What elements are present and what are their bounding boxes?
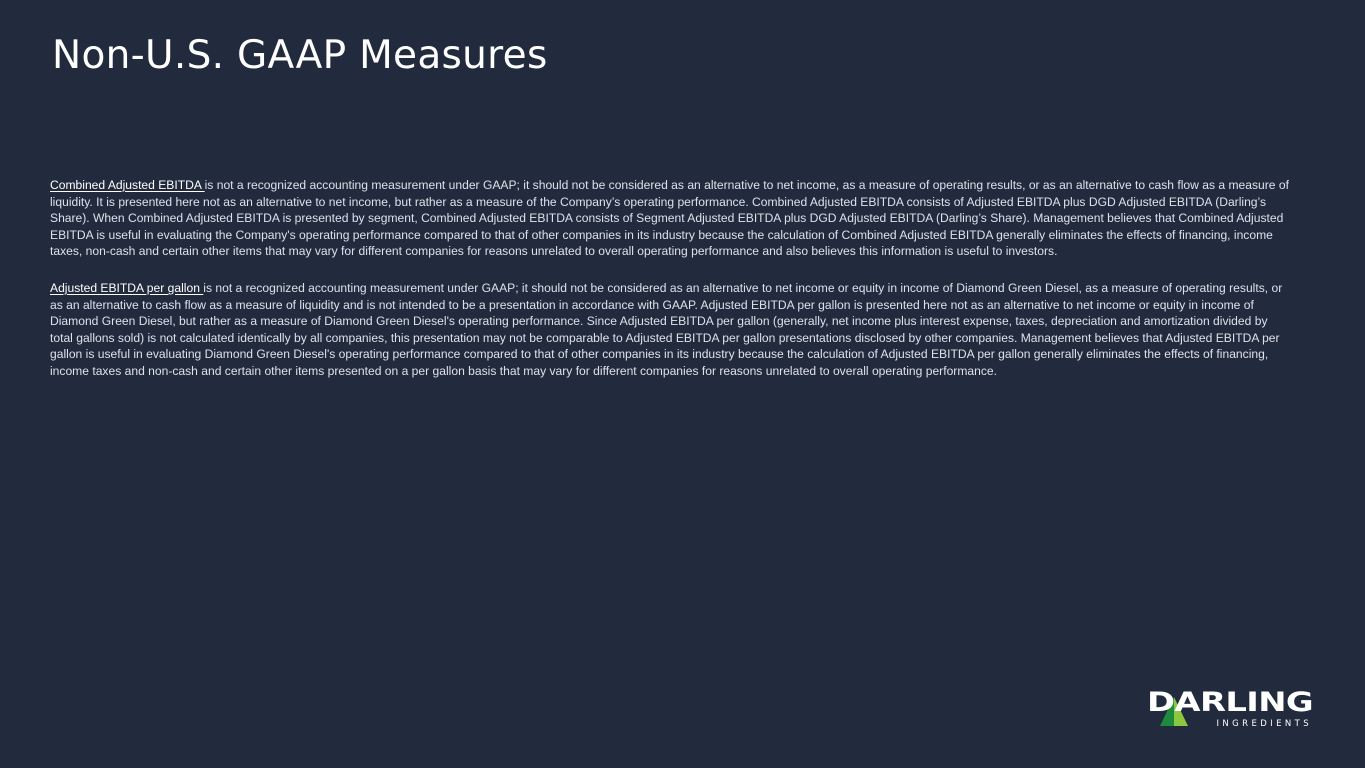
logo-wordmark: DARLING [1147, 687, 1313, 718]
definitions-section [50, 177, 1292, 380]
definition-combined-adjusted-ebitda [50, 177, 1292, 260]
logo-mark [1146, 684, 1318, 730]
logo-subtitle: INGREDIENTS [1216, 719, 1312, 729]
darling-ingredients-logo [1146, 684, 1318, 730]
slide-title: Non-U.S. GAAP Measures [52, 33, 548, 78]
term-combined-adjusted-ebitda: Combined Adjusted EBITDA [50, 178, 205, 192]
definition-adjusted-ebitda-per-gallon [50, 280, 1292, 380]
definition-text: is not a recognized accounting measurement under GAAP; it should not be considered as an alternative to net income, as a measure of operating results, or as an alternative to cash flow as a measure of liquidity. It is presented here not as an alternative to net income, but rather as a measure of the Company’s operating performance. Combined Adjusted EBITDA consists of Adjusted EBITDA plus DGD Adjusted EBITDA (Darling’s Share). When Combined Adjusted EBITDA is presented by segment, Combined Adjusted EBITDA consists of Segment Adjusted EBITDA plus DGD Adjusted EBITDA (Darling’s Share). Management believes that Combined Adjusted EBITDA is useful in evaluating the Company's operating performance compared to that of other companies in its industry because the calculation of Combined Adjusted EBITDA generally eliminates the effects of financing, income taxes, non-cash and certain other items that may vary for different companies for reasons unrelated to overall operating performance and also believes this information is useful to investors. [50, 178, 1289, 259]
definition-text: is not a recognized accounting measurement under GAAP; it should not be considered as an alternative to net income or equity in income of Diamond Green Diesel, as a measure of operating results, or as an alternative to cash flow as a measure of liquidity and is not intended to be a presentation in accordance with GAAP. Adjusted EBITDA per gallon is presented here not as an alternative to net income or equity in income of Diamond Green Diesel, but rather as a measure of Diamond Green Diesel's operating performance. Since Adjusted EBITDA per gallon (generally, net income plus interest expense, taxes, depreciation and amortization divided by total gallons sold) is not calculated identically by all companies, this presentation may not be comparable to Adjusted EBITDA per gallon presentations disclosed by other companies. Management believes that Adjusted EBITDA per gallon is useful in evaluating Diamond Green Diesel's operating performance compared to that of other companies in its industry because the calculation of Adjusted EBITDA per gallon generally eliminates the effects of financing, income taxes and non-cash and certain other items presented on a per gallon basis that may vary for different companies for reasons unrelated to overall operating performance. [50, 280, 1283, 378]
term-adjusted-ebitda-per-gallon: Adjusted EBITDA per gallon [50, 280, 204, 295]
